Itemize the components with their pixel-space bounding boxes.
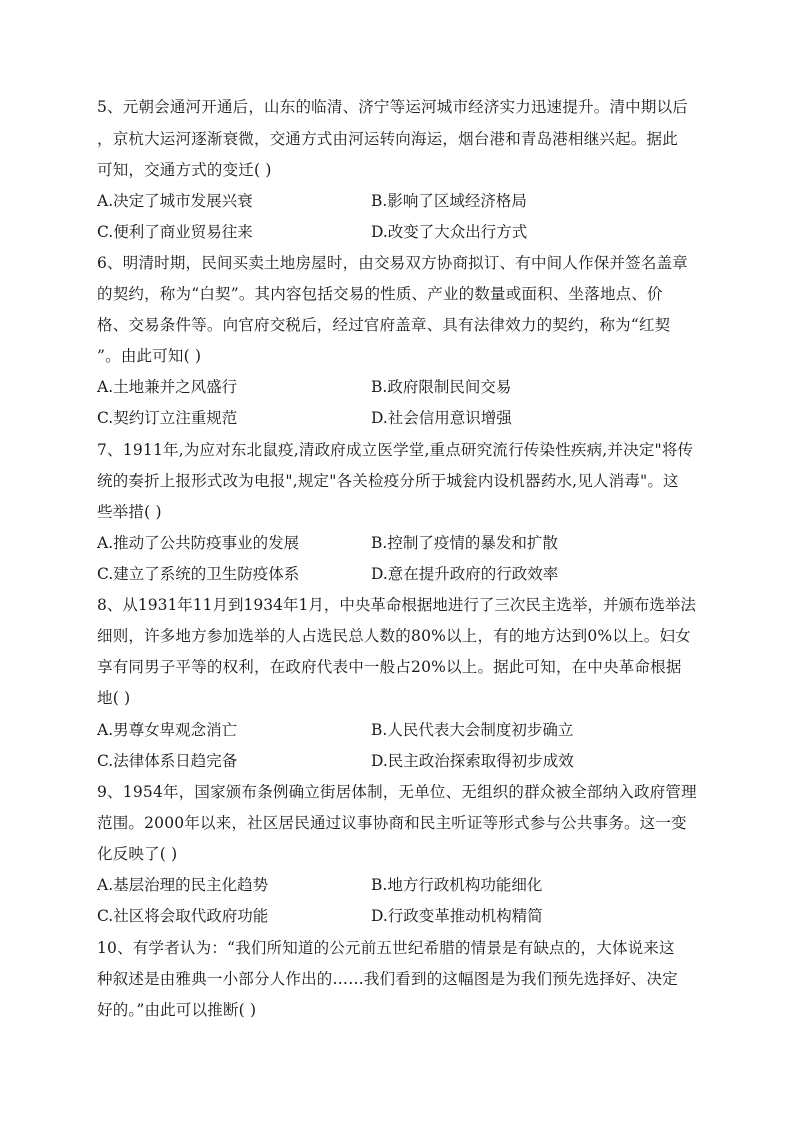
question-7-line-1: 7、1911年,为应对东北鼠疫,清政府成立医学堂,重点研究流行传染性疾病,并决定"将传 (97, 441, 694, 459)
question-7-option-d: D.意在提升政府的行政效率 (371, 565, 559, 583)
question-7-line-3: 些举措( ) (97, 503, 162, 521)
question-8-line-3: 享有同男子平等的权利，在政府代表中一般占20%以上。据此可知，在中央革命根据 (97, 658, 682, 676)
question-10-line-1: 10、有学者认为：“我们所知道的公元前五世纪希腊的情景是有缺点的，大体说来这 (97, 939, 675, 957)
question-6-option-c: C.契约订立注重规范 (97, 409, 238, 427)
question-9-line-2: 范围。2000年以来，社区居民通过议事协商和民主听证等形式参与公共事务。这一变 (97, 814, 687, 832)
question-8-option-a: A.男尊女卑观念消亡 (97, 721, 238, 739)
question-6-option-d: D.社会信用意识增强 (371, 409, 512, 427)
question-5-line-3: 可知，交通方式的变迁( ) (97, 161, 272, 179)
question-5-option-d: D.改变了大众出行方式 (371, 223, 528, 241)
question-7-option-a: A.推动了公共防疫事业的发展 (97, 534, 300, 552)
question-6-option-a: A.土地兼并之风盛行 (97, 378, 238, 396)
question-5-line-2: ，京杭大运河逐渐衰微，交通方式由河运转向海运，烟台港和青岛港相继兴起。据此 (97, 130, 678, 148)
question-9-option-a: A.基层治理的民主化趋势 (97, 876, 269, 894)
question-10-line-3: 好的。”由此可以推断( ) (97, 1001, 257, 1019)
question-7-option-b: B.控制了疫情的暴发和扩散 (371, 534, 558, 552)
question-9-line-3: 化反映了( ) (97, 845, 178, 863)
question-8-option-b: B.人民代表大会制度初步确立 (371, 721, 574, 739)
question-6-line-1: 6、明清时期，民间买卖土地房屋时，由交易双方协商拟订、有中间人作保并签名盖章 (97, 254, 688, 272)
question-8-line-2: 细则，许多地方参加选举的人占选民总人数的80%以上，有的地方达到0%以上。妇女 (97, 627, 691, 645)
question-8-option-c: C.法律体系日趋完备 (97, 752, 238, 770)
question-9-option-c: C.社区将会取代政府功能 (97, 907, 269, 925)
question-7-option-c: C.建立了系统的卫生防疫体系 (97, 565, 300, 583)
question-5-option-b: B.影响了区域经济格局 (371, 192, 527, 210)
question-5-option-c: C.便利了商业贸易往来 (97, 223, 253, 241)
question-6-line-4: ”。由此可知( ) (97, 347, 202, 365)
question-5-line-1: 5、元朝会通河开通后，山东的临清、济宁等运河城市经济实力迅速提升。清中期以后 (97, 98, 688, 116)
question-7-line-2: 统的奏折上报形式改为电报",规定"各关检疫分所于城瓮内设机器药水,见人消毒"。这 (97, 472, 679, 490)
question-8-line-1: 8、从1931年11月到1934年1月，中央革命根据地进行了三次民主选举，并颁布选举法 (97, 596, 696, 614)
question-6-line-2: 的契约，称为“白契”。其内容包括交易的性质、产业的数量或面积、坐落地点、价 (97, 285, 663, 303)
question-8-line-4: 地( ) (97, 689, 131, 707)
question-8-option-d: D.民主政治探索取得初步成效 (371, 752, 574, 770)
question-5-option-a: A.决定了城市发展兴衰 (97, 192, 253, 210)
question-6-line-3: 格、交易条件等。向官府交税后，经过官府盖章、具有法律效力的契约，称为“红契 (97, 316, 671, 334)
question-9-option-b: B.地方行政机构功能细化 (371, 876, 543, 894)
question-9-line-1: 9、1954年，国家颁布条例确立街居体制，无单位、无组织的群众被全部纳入政府管理 (97, 783, 697, 801)
question-9-option-d: D.行政变革推动机构精简 (371, 907, 543, 925)
question-6-option-b: B.政府限制民间交易 (371, 378, 512, 396)
question-10-line-2: 种叙述是由雅典一小部分人作出的……我们看到的这幅图是为我们预先选择好、决定 (97, 970, 678, 988)
